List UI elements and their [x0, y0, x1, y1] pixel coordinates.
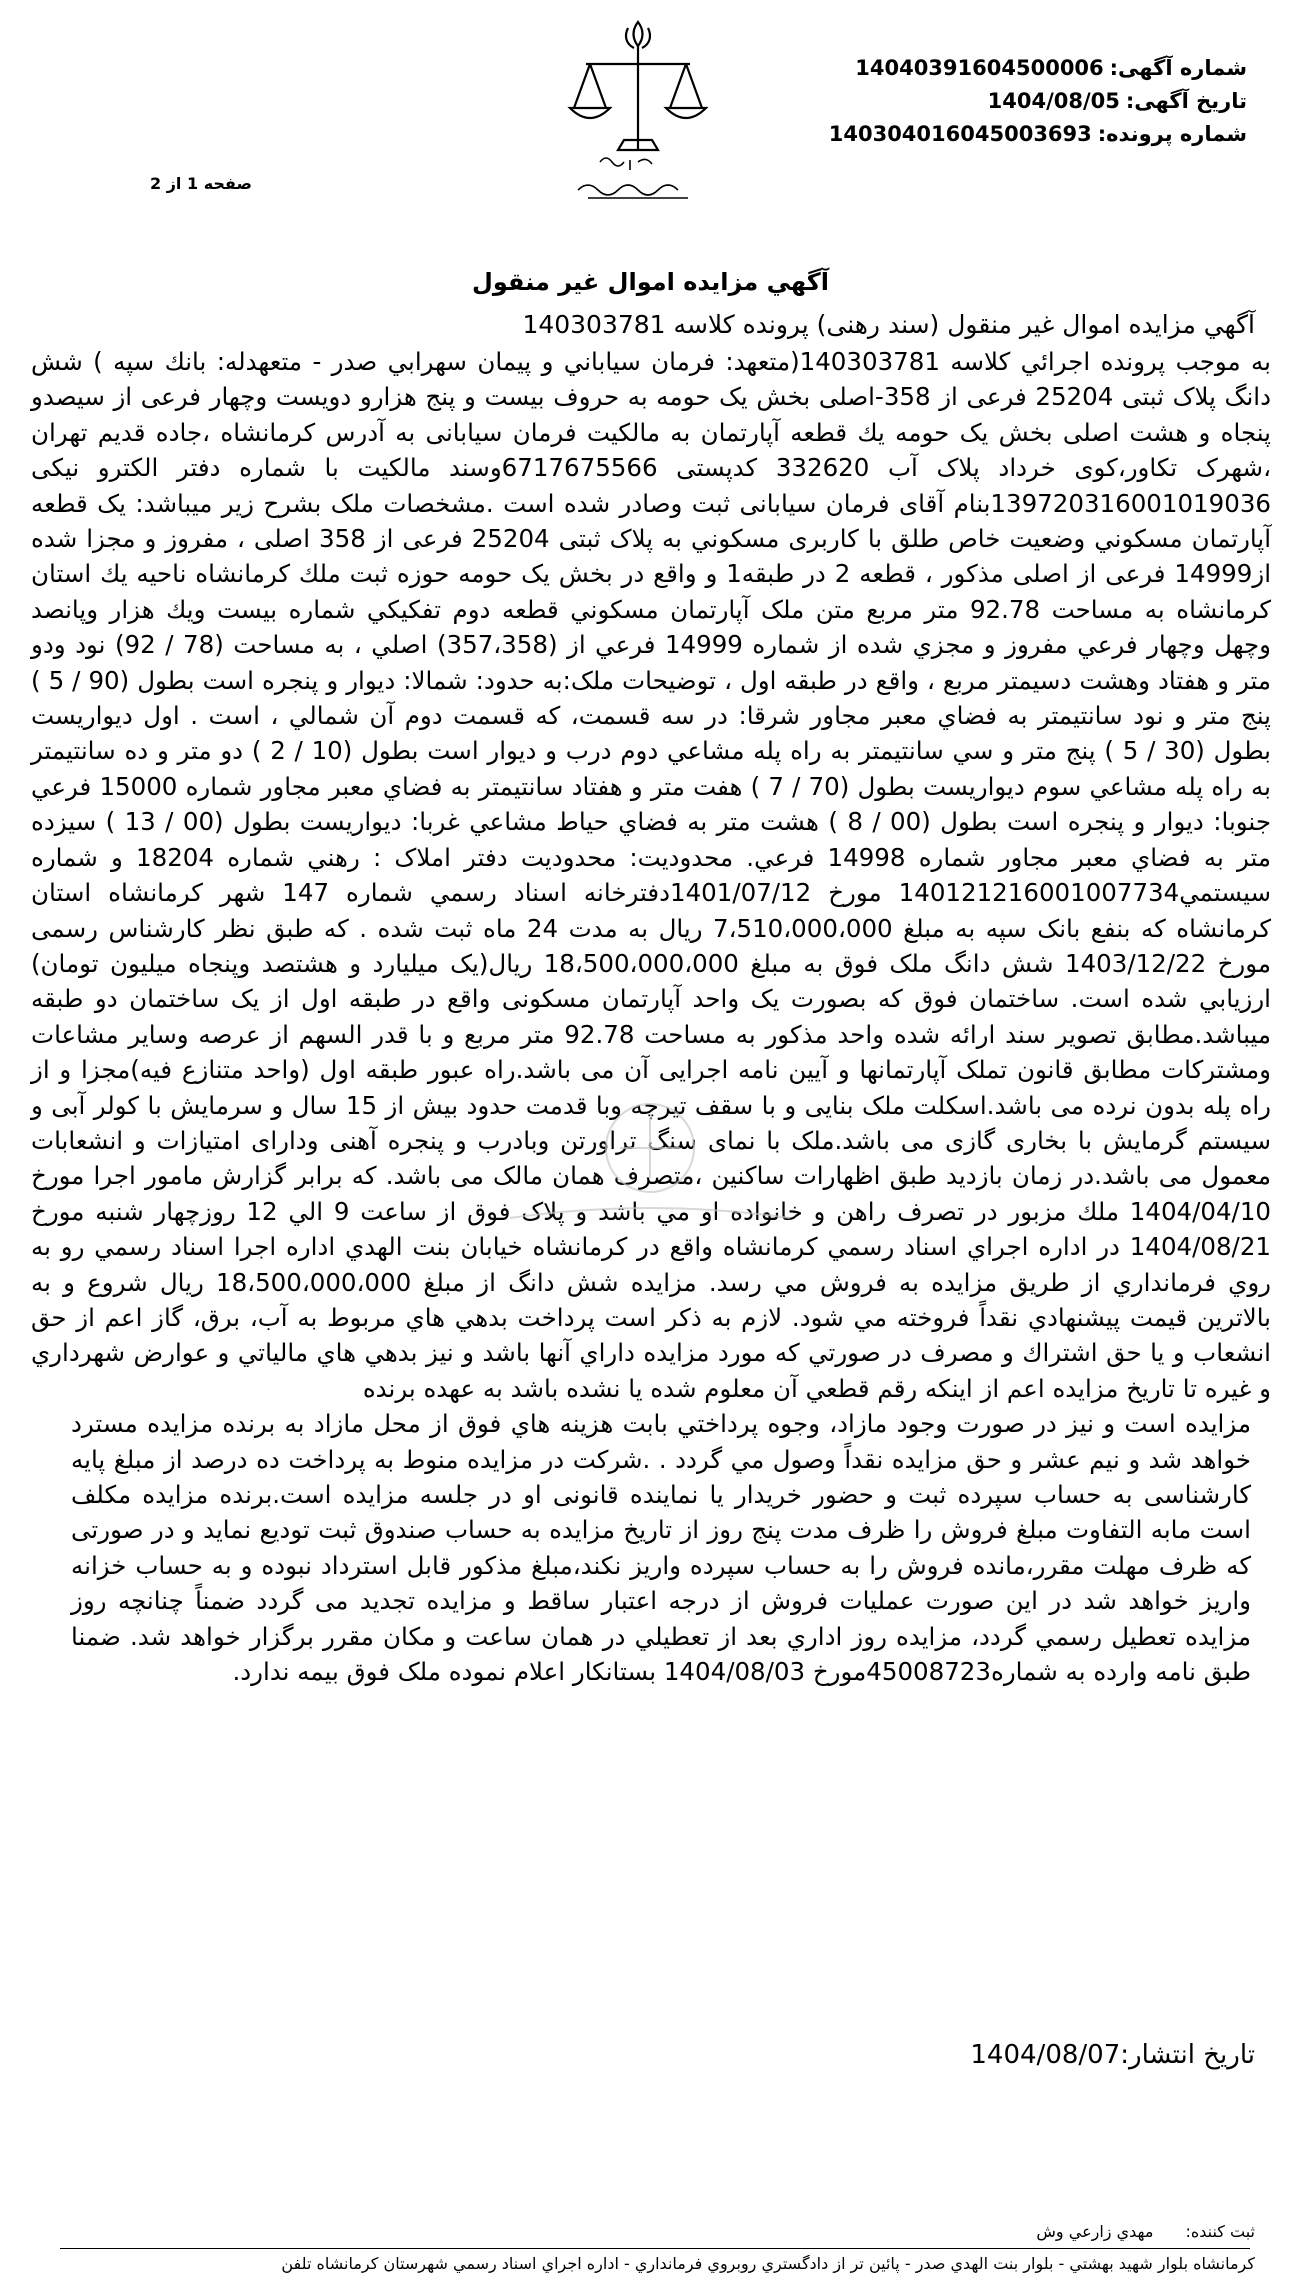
- document-title: آگهي مزايده اموال غير منقول: [472, 268, 829, 296]
- footer-address: كرمانشاه بلوار شهيد بهشتي - بلوار بنت الهدي صدر - پائين تر از دادگستري روبروي فرمانداري - اداره اجراي اسناد رسمي شهرستان كرمانشاه تلفن: [281, 2254, 1255, 2273]
- publish-date-row: [970, 2040, 1255, 2070]
- case-number: 140304016045003693: [828, 122, 1092, 146]
- notice-number-label: شماره آگهی:: [1109, 56, 1247, 80]
- registrar-label: ثبت كننده:: [1185, 2222, 1255, 2241]
- notice-meta: [767, 52, 1247, 151]
- notice-date: 1404/08/05: [987, 89, 1120, 113]
- notice-number: 14040391604500006: [855, 56, 1104, 80]
- notice-date-row: [767, 85, 1247, 118]
- registrar-name: مهدي زارعي وش: [1036, 2222, 1154, 2241]
- case-number-row: [767, 118, 1247, 151]
- page-number: صفحه 1 از 2: [150, 174, 252, 193]
- publish-date: 1404/08/07: [970, 2040, 1121, 2070]
- publish-date-label: تاريخ انتشار:: [1120, 2040, 1255, 2070]
- document-subject: آگهي مزايده اموال غير منقول (سند رهنی) پرونده کلاسه 140303781: [522, 310, 1255, 339]
- registrar-row: [1036, 2222, 1255, 2241]
- body-paragraph-2: مزايده است و نيز در صورت وجود مازاد، وجوه پرداختي بابت هزينه هاي فوق از محل مازاد به برنده مزايده مسترد خواهد شد و نيم عشر و حق مزايده نقداً وصول مي گردد . .شرکت در مزایده منوط به پرداخت ده درصد از مبلغ پایه کارشناسی به حساب سپرده ثبت و حضور خریدار یا نماینده قانونی او در جلسه مزایده است.برنده مزایده مکلف است مابه التفاوت مبلغ فروش را ظرف مدت پنج روز از تاریخ مزایده به حساب صندوق ثبت تودیع نماید و در صورتی که ظرف مهلت مقرر،مانده فروش را به حساب سپرده واریز نکند،مبلغ مذکور قابل استرداد نبوده و به حساب خزانه واریز خواهد شد در این صورت عملیات فروش از درجه اعتبار ساقط و مزایده تجدید می گردد ضمناً چنانچه روز مزايده تعطيل رسمي گردد، مزايده روز اداري بعد از تعطيلي در همان ساعت و مكان مقرر برگزار خواهد شد. ضمنا طبق نامه وارده به شماره45008723مورخ 1404/08/03 بستانکار اعلام نموده ملک فوق بیمه ندارد.: [71, 1409, 1251, 1687]
- body-paragraph-1: به موجب پرونده اجرائي كلاسه 140303781(متعهد: فرمان سياباني و پيمان سهرابي صدر - متعهدله: بانك سپه ) شش دانگ پلاک ثبتی 25204 فرعی از 358-اصلی بخش یک حومه به حروف بیست و پنج هزارو دویست وچهار فرعی از سیصدو پنجاه و هشت اصلی بخش یک حومه یك قطعه آپارتمان به مالکیت فرمان سیابانی به آدرس کرمانشاه ،جاده قدیم تهران ،شهرک تکاور،کوی خرداد پلاک آب 332620 کدپستی 6717675566وسند مالکیت با شماره دفتر الکترو نیکی 139720316001019036بنام آقای فرمان سیابانی ثبت وصادر شده است .مشخصات ملک بشرح زیر میباشد: يک قطعه آپارتمان مسکوني وضعيت خاص طلق با کاربری مسکوني به پلاک ثبتی 25204 فرعی از 358 اصلی ، مفروز و مجزا شده از14999 فرعی از اصلی مذکور ، قطعه 2 در طبقه1 و واقع در بخش یک حومه حوزه ثبت ملك كرمانشاه ناحيه يك استان کرمانشاه به مساحت 92.78 متر مربع متن ملک آپارتمان مسكوني قطعه دوم تفكيكي شماره بيست ويك هزار وپانصد وچهل وچهار فرعي مفروز و مجزي شده از شماره 14999 فرعي از (357،358) اصلي ، به مساحت (78 / 92) نود ودو متر و هفتاد وهشت دسيمتر مربع ، واقع در طبقه اول ، توضيحات ملک:به حدود: شمالا: ديوار و پنجره است بطول (90 / 5 ) پنج متر و نود سانتيمتر به فضاي معبر مجاور شرقا: در سه قسمت، كه قسمت دوم آن شمالي ، است . اول ديواريست بطول (30 / 5 ) پنج متر و سي سانتيمتر به راه پله مشاعي دوم درب و ديوار است بطول (10 / 2 ) دو متر و ده سانتيمتر به راه پله مشاعي سوم ديواريست بطول (70 / 7 ) هفت متر و هفتاد سانتيمتر به فضاي معبر مجاور شماره 15000 فرعي جنوبا: ديوار و پنجره است بطول (00 / 8 ) هشت متر به فضاي حياط مشاعي غربا: ديواريست بطول (00 / 13 ) سيزده متر به فضاي معبر مجاور شماره 14998 فرعي. محدوديت: محدوديت دفتر املاک : رهني شماره 18204 و شماره سيستمي140121216001007734 مورخ 1401/07/12دفترخانه اسناد رسمي شماره 147 شهر کرمانشاه استان کرمانشاه که بنفع بانک سپه به مبلغ 7،510،000،000 ريال به مدت 24 ماه ثبت شده . که طبق نظر کارشناس رسمی مورخ 1403/12/22 شش دانگ ملک فوق به مبلغ 18،500،000،000 ريال(يک ميليارد و هشتصد وپنجاه ميليون تومان) ارزيابي شده است. ساختمان فوق که بصورت يک واحد آپارتمان مسکونی واقع در طبقه اول از يک ساختمان دو طبقه ميباشد.مطابق تصویر سند ارائه شده واحد مذکور به مساحت 92.78 متر مربع و با قدر السهم از عرصه وسایر مشاعات ومشترکات مطابق قانون تملک آپارتمانها و آیین نامه اجرایی آن می باشد.راه عبور طبقه اول (واحد متنازع فیه)مجزا و از راه پله بدون نرده می باشد.اسکلت ملک بنایی و با سقف تیرچه وبا قدمت حدود بیش از 15 سال و سرمایش با کولر آبی و سیستم گرمایش با بخاری گازی می باشد.ملک با نمای سنگ تراورتن وبادرب و پنجره آهنی ودارای امتیازات و انشعابات معمول می باشد.در زمان بازدید طبق اظهارات ساکنین ،متصرف همان مالک می باشد. که برابر گزارش مامور اجرا مورخ 1404/04/10 ملك مزبور در تصرف راهن و خانواده او مي باشد و پلاک فوق از ساعت 9 الي 12 روزچهار شنبه مورخ 1404/08/21 در اداره اجراي اسناد رسمي كرمانشاه واقع در كرمانشاه خيابان بنت الهدي اداره اجرا اسناد رسمي رو به روي فرمانداري از طريق مزايده به فروش مي رسد. مزايده شش دانگ از مبلغ 18،500،000،000 ريال شروع و به بالاترين قيمت پيشنهادي نقداً فروخته مي شود. لازم به ذكر است پرداخت بدهي هاي مربوط به آب، برق، گاز اعم از حق انشعاب و يا حق اشتراك و مصرف در صورتي كه مورد مزايده داراي آنها باشد و نيز بدهي هاي مالياتي و عوارض شهرداري و غيره تا تاريخ مزايده اعم از اينكه رقم قطعي آن معلوم شده يا نشده باشد به عهده برنده: [31, 347, 1272, 1403]
- case-number-label: شماره پرونده:: [1097, 122, 1247, 146]
- judiciary-emblem-logo: [548, 12, 728, 208]
- notice-number-row: [767, 52, 1247, 85]
- footer-divider: [60, 2248, 1250, 2249]
- notice-date-label: تاریخ آگهی:: [1125, 89, 1247, 113]
- document-body: [31, 344, 1271, 1689]
